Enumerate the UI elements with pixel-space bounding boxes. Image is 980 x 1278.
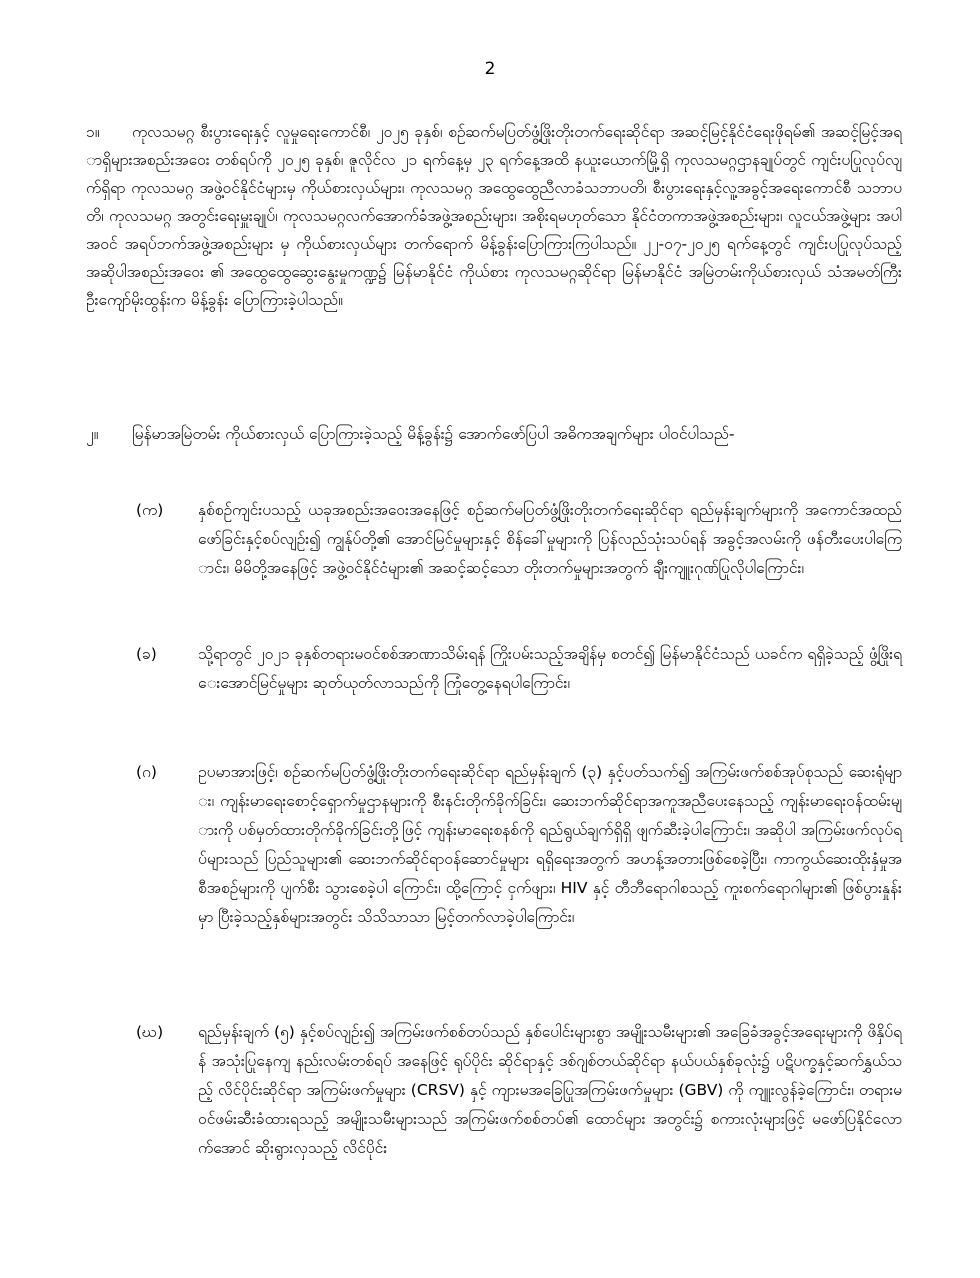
paragraph-2	[86, 420, 902, 448]
paragraph-number: ၂။	[86, 425, 99, 443]
list-item-marker: (ဂ)	[136, 763, 157, 781]
page-number: 2	[484, 59, 496, 79]
list-item-marker: (က)	[136, 501, 164, 519]
paragraph-number: ၁။	[86, 123, 100, 141]
list-item-marker: (ခ)	[136, 645, 157, 663]
paragraph-text: ကုလသမဂ္ဂ စီးပွားရေးနှင့် လူမှုရေးကောင်စီ၊ ၂၀၂၅ ခုနှစ်၊ စဉ်ဆက်မပြတ်ဖွံ့ဖြိုးတိုးတက်ရေးဆိုင်ရာ အဆင့်မြင့်နိုင်ငံရေးဖိုရမ်၏ အဆင့်မြင့်အရာရှိများအစည်းအဝေး တစ်ရပ်ကို ၂၀၂၅ ခုနှစ်၊ ဇူလိုင်လ ၂၁ ရက်နေ့မှ ၂၃ ရက်နေ့အထိ နယူးယောက်မြို့ရှိ ကုလသမဂ္ဂဌာနချုပ်တွင် ကျင်းပပြုလုပ်လျက်ရှိရာ ကုလသမဂ္ဂ အဖွဲ့ဝင်နိုင်ငံများမှ ကိုယ်စားလှယ်များ၊ ကုလသမဂ္ဂ အထွေထွေညီလာခံသဘာပတိ၊ စီးပွားရေးနှင့်လူ့အခွင့်အရေးကောင်စီ သဘာပတိ၊ ကုလသမဂ္ဂ အတွင်းရေးမှူးချုပ်၊ ကုလသမဂ္ဂလက်အောက်ခံအဖွဲ့အစည်းများ၊ အစိုးရမဟုတ်သော နိုင်ငံတကာအဖွဲ့အစည်းများ၊ လူငယ်အဖွဲ့များ အပါအဝင် အရပ်ဘက်အဖွဲ့အစည်းများ မှ ကိုယ်စားလှယ်များ တက်ရောက် မိန့်ခွန်းပြောကြားကြပါသည်။ ၂၂-၀၇-၂၀၂၅ ရက်နေ့တွင် ကျင်းပပြုလုပ်သည့် အဆိုပါအစည်းအဝေး ၏ အထွေထွေဆွေးနွေးမှုကဏ္ဍ၌ မြန်မာနိုင်ငံ ကိုယ်စား ကုလသမဂ္ဂဆိုင်ရာ မြန်မာနိုင်ငံ အမြဲတမ်းကိုယ်စားလှယ် သံအမတ်ကြီး ဦးကျော်မိုးထွန်းက မိန့်ခွန်း ပြောကြားခဲ့ပါသည်။	[86, 123, 902, 309]
list-item-text: ဥပမာအားဖြင့်၊ စဉ်ဆက်မပြတ်ဖွံ့ဖြိုးတိုးတက်ရေးဆိုင်ရာ ရည်မှန်းချက် (၃) နှင့်ပတ်သက်၍ အကြမ်းဖက်စစ်အုပ်စုသည် ဆေးရုံများ၊ ကျန်းမာရေးစောင့်ရှောက်မှုဌာနများကို စီးနင်းတိုက်ခိုက်ခြင်း၊ ဆေးဘက်ဆိုင်ရာအကူအညီပေးနေသည့် ကျန်းမာရေးဝန်ထမ်းများကို ပစ်မှတ်ထားတိုက်ခိုက်ခြင်းတို့ဖြင့် ကျန်းမာရေးစနစ်ကို ရည်ရွယ်ချက်ရှိရှိ ဖျက်ဆီးခဲ့ပါကြောင်း၊ အဆိုပါ အကြမ်းဖက်လုပ်ရပ်များသည် ပြည်သူများ၏ ဆေးဘက်ဆိုင်ရာဝန်ဆောင်မှုများ ရရှိရေးအတွက် အဟန့်အတားဖြစ်စေခဲ့ပြီး၊ ကာကွယ်ဆေးထိုးနှံမှုအစီအစဉ်များကို ပျက်စီး သွားစေခဲ့ပါ ကြောင်း၊ ထို့ကြောင့် ငှက်ဖျား၊ HIV နှင့် တီဘီရောဂါစသည့် ကူးစက်ရောဂါများ၏ ဖြစ်ပွားနှုန်းမှာ ပြီးခဲ့သည့်နှစ်များအတွင်း သိသိသာသာ မြင့်တက်လာခဲ့ပါကြောင်း၊	[198, 763, 902, 926]
paragraph-text: မြန်မာအမြဲတမ်း ကိုယ်စားလှယ် ပြောကြားခဲ့သည့် မိန့်ခွန်း၌ အောက်ဖော်ပြပါ အဓိကအချက်များ ပါဝင်ပါသည်-	[132, 425, 735, 443]
list-item-text: နှစ်စဉ်ကျင်းပသည့် ယခုအစည်းအဝေးအနေဖြင့် စဉ်ဆက်မပြတ်ဖွံ့ဖြိုးတိုးတက်ရေးဆိုင်ရာ ရည်မှန်းချက်များကို အကောင်အထည်ဖော်ခြင်းနှင့်စပ်လျဉ်း၍ ကျွန်ုပ်တို့၏ အောင်မြင်မှုများနှင့် စိန်ခေါ်မှုများကို ပြန်လည်သုံးသပ်ရန် အခွင့်အလမ်းကို ဖန်တီးပေးပါကြောင်း၊ မိမိတို့အနေဖြင့် အဖွဲ့ဝင်နိုင်ငံများ၏ အဆင့်ဆင့်သော တိုးတက်မှုများအတွက် ချီးကျူးဂုဏ်ပြုလိုပါကြောင်း၊	[198, 501, 902, 577]
list-item-text: ရည်မှန်းချက် (၅) နှင့်စပ်လျဉ်း၍ အကြမ်းဖက်စစ်တပ်သည် နှစ်ပေါင်းများစွာ အမျိုးသမီးများ၏ အခြေခံအခွင့်အရေးများကို ဖိနှိပ်ရန် အသုံးပြုနေကျ နည်းလမ်းတစ်ရပ် အနေဖြင့် ရုပ်ပိုင်း ဆိုင်ရာနှင့် ဒစ်ဂျစ်တယ်ဆိုင်ရာ နယ်ပယ်နှစ်ခုလုံး၌ ပဋိပက္ခနှင့်ဆက်နွှယ်သည့် လိင်ပိုင်းဆိုင်ရာ အကြမ်းဖက်မှုများ (CRSV) နှင့် ကျားမအခြေပြုအကြမ်းဖက်မှုများ (GBV) ကို ကျူးလွန်ခဲ့ကြောင်း၊ တရားမဝင်ဖမ်းဆီးခံထားရသည့် အမျိုးသမီးများသည် အကြမ်းဖက်စစ်တပ်၏ ထောင်များ အတွင်း၌ စကားလုံးများဖြင့် မဖော်ပြနိုင်လောက်အောင် ဆိုးရွားလှသည့် လိင်ပိုင်း	[198, 1023, 902, 1157]
list-item-marker: (ဃ)	[136, 1023, 164, 1041]
list-item-text: သို့ရာတွင် ၂၀၂၁ ခုနှစ်တရားမဝင်စစ်အာဏာသိမ်းရန် ကြိုးပမ်းသည့်အချိန်မှ စတင်၍ မြန်မာနိုင်ငံသည် ယခင်က ရရှိခဲ့သည့် ဖွံ့ဖြိုးရေးအောင်မြင်မှုများ ဆုတ်ယုတ်လာသည်ကို ကြုံတွေ့နေရပါကြောင်း၊	[198, 645, 902, 692]
paragraph-1	[86, 118, 902, 314]
